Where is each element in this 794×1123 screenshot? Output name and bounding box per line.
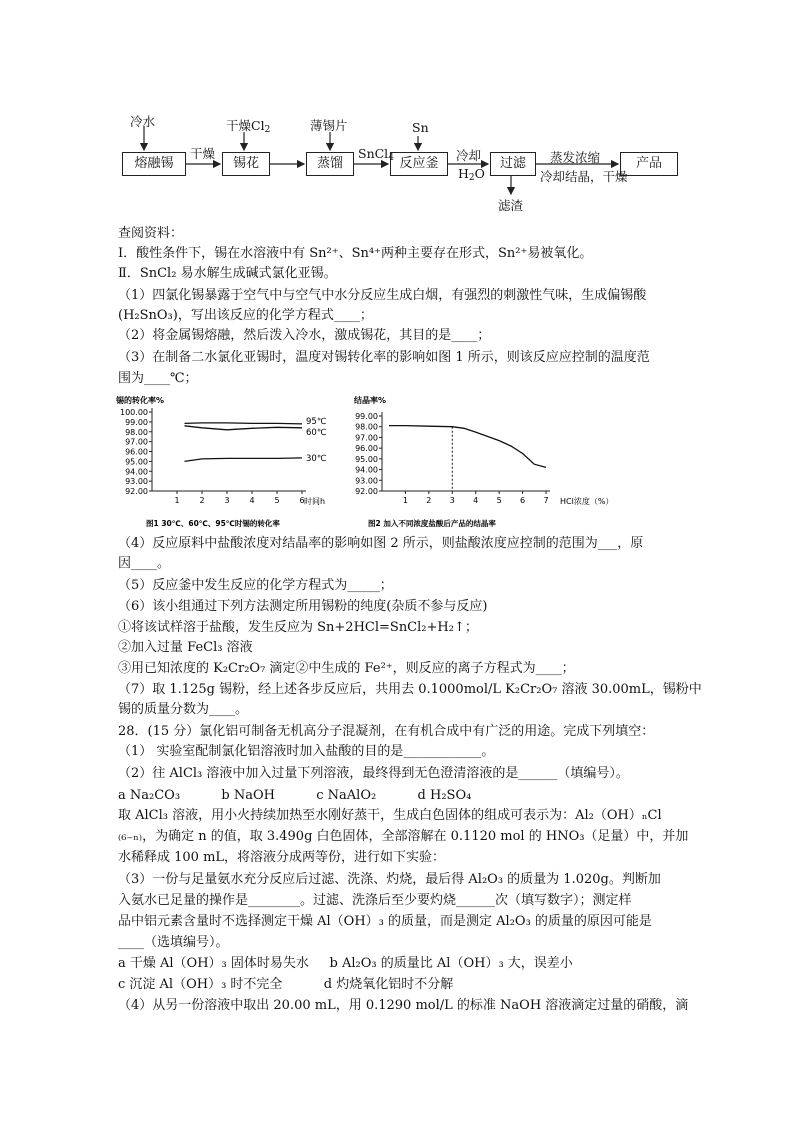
y-tick-label: 94.00 bbox=[125, 467, 148, 477]
x-tick-label: 3 bbox=[449, 496, 455, 505]
text-line: （2）将金属锡熔融，然后泼入冷水，激成锡花，其目的是____； bbox=[118, 328, 491, 343]
text-line: （4）反应原料中盐酸浓度对结晶率的影响如图 2 所示，则盐酸浓度应控制的范围为___，原 bbox=[118, 536, 644, 551]
x-tick-label: 1 bbox=[174, 496, 180, 505]
x-axis-label: HCl浓度（%） bbox=[560, 497, 614, 506]
box-product: 产品 bbox=[620, 152, 678, 176]
label-dry-cl2-sub: 2 bbox=[264, 125, 271, 135]
text-line: 围为____℃； bbox=[118, 371, 198, 386]
text-line: ₍₆₋ₙ₎，为确定 n 的值，取 3.490g 白色固体，全部溶解在 0.1120 mol 的 HNO₃（足量）中，并加 bbox=[118, 829, 689, 844]
box-tin-flower: 锡花 bbox=[222, 152, 270, 176]
y-tick-label: 97.00 bbox=[125, 437, 148, 447]
text-line: a 干燥 Al（OH）₃ 固体时易失水 b Al₂O₃ 的质量比 Al（OH）₃ 大，误差小 bbox=[118, 956, 573, 971]
series-label: 95℃ bbox=[306, 416, 327, 427]
x-tick-label: 6 bbox=[299, 496, 305, 505]
series-label: 30℃ bbox=[306, 453, 327, 464]
y-tick-label: 99.00 bbox=[355, 412, 378, 421]
x-tick-label: 6 bbox=[520, 496, 526, 505]
series-line-1 bbox=[185, 426, 303, 430]
series-line-0 bbox=[389, 426, 546, 468]
x-axis-label: 时间h bbox=[304, 497, 326, 506]
series-line-0 bbox=[185, 423, 303, 424]
label-h2o-o: O bbox=[474, 166, 485, 181]
text-line: （1）四氯化锡暴露于空气中与空气中水分反应生成白烟，有强烈的刺激性气味，生成偏锡酸 bbox=[118, 288, 647, 303]
y-tick-label: 93.00 bbox=[355, 476, 378, 486]
text-line: Ⅰ．酸性条件下，锡在水溶液中有 Sn²⁺、Sn⁴⁺两种主要存在形式，Sn²⁺易被氧化。 bbox=[118, 246, 593, 261]
y-tick-label: 94.00 bbox=[355, 465, 378, 475]
text-line: a Na₂CO₃ b NaOH c NaAlO₂ d H₂SO₄ bbox=[118, 788, 472, 803]
y-tick-label: 98.00 bbox=[355, 422, 378, 432]
x-tick-label: 5 bbox=[496, 496, 502, 505]
box-reactor: 反应釜 bbox=[390, 152, 448, 176]
label-sncl4-text: SnCl bbox=[358, 146, 389, 161]
label-crystallize: 冷却结晶，干燥 bbox=[540, 169, 628, 184]
x-tick-label: 3 bbox=[224, 496, 230, 505]
text-line: （4）从另一份溶液中取出 20.00 mL，用 0.1290 mol/L 的标准 NaOH 溶液滴定过量的硝酸，滴 bbox=[118, 998, 689, 1013]
label-cool: 冷却 bbox=[456, 148, 482, 163]
text-line: 取 AlCl₃ 溶液，用小火持续加热至水刚好蒸干，生成白色固体的组成可表示为：Al₂（OH）ₙCl bbox=[118, 808, 662, 823]
text-line: 查阅资料： bbox=[118, 226, 184, 241]
series-line-2 bbox=[185, 458, 303, 462]
label-dry-cl2 bbox=[226, 116, 270, 135]
y-tick-label: 98.00 bbox=[125, 427, 148, 437]
label-h2o bbox=[458, 166, 485, 183]
text-line: 锡的质量分数为____。 bbox=[118, 702, 249, 717]
y-tick-label: 96.00 bbox=[125, 447, 148, 457]
label-dry: 干燥 bbox=[190, 146, 216, 161]
y-tick-label: 100.00 bbox=[120, 408, 148, 417]
text-line: （3）一份与足量氨水充分反应后过滤、洗涤、灼烧，最后得 Al₂O₃ 的质量为 1.020g。判断加 bbox=[118, 872, 661, 887]
label-h2o-sub: 2 bbox=[468, 173, 475, 183]
text-line: ①将该试样溶于盐酸，发生反应为 Sn+2HCl=SnCl₂+H₂↑； bbox=[118, 620, 478, 635]
text-line: 品中铝元素含量时不选择测定干燥 Al（OH）₃ 的质量，而是测定 Al₂O₃ 的质量的原因可能是 bbox=[118, 914, 652, 929]
text-line: （3）在制备二水氯化亚锡时，温度对锡转化率的影响如图 1 所示，则该反应应控制的温度范 bbox=[118, 350, 650, 365]
chart-caption: 图2 加入不同浓度盐酸后产品的结晶率 bbox=[368, 519, 496, 528]
chart-title: 锡的转化率% bbox=[116, 396, 165, 405]
x-tick-label: 4 bbox=[473, 496, 479, 505]
y-tick-label: 99.00 bbox=[125, 417, 148, 427]
text-line: （6）该小组通过下列方法测定所用锡粉的纯度(杂质不参与反应) bbox=[118, 599, 488, 614]
label-evaporate: 蒸发浓缩 bbox=[550, 150, 601, 165]
box-distill: 蒸馏 bbox=[306, 152, 354, 176]
label-sncl4 bbox=[358, 146, 394, 163]
label-cold-water: 冷水 bbox=[130, 114, 156, 129]
label-dry-cl2-text: 干燥Cl bbox=[226, 118, 265, 133]
chart-tin-conversion bbox=[112, 394, 352, 532]
text-line: ②加入过量 FeCl₃ 溶液 bbox=[118, 640, 253, 655]
box-molten-tin: 熔融锡 bbox=[122, 152, 186, 176]
text-line: 28．(15 分）氯化铝可制备无机高分子混凝剂，在有机合成中有广泛的用途。完成下列填空： bbox=[118, 724, 655, 739]
x-tick-label: 5 bbox=[274, 496, 280, 505]
y-tick-label: 93.00 bbox=[125, 477, 148, 487]
text-line: （2）往 AlCl₃ 溶液中加入过量下列溶液，最终得到无色澄清溶液的是______（填编号）。 bbox=[118, 766, 629, 781]
text-line: c 沉淀 Al（OH）₃ 时不完全 d 灼烧氧化铝时不分解 bbox=[118, 977, 454, 992]
x-tick-label: 4 bbox=[249, 496, 255, 505]
y-tick-label: 96.00 bbox=[355, 444, 378, 454]
label-residue: 滤渣 bbox=[498, 198, 524, 213]
text-line: （7）取 1.125g 锡粉，经上述各步反应后，共用去 0.1000mol/L K₂Cr₂O₇ 溶液 30.00mL，锡粉中 bbox=[118, 682, 702, 697]
label-sn: Sn bbox=[412, 120, 429, 135]
label-thin-tin: 薄锡片 bbox=[310, 118, 348, 133]
text-line: Ⅱ．SnCl₂ 易水解生成碱式氯化亚锡。 bbox=[118, 266, 337, 281]
text-line: （1） 实验室配制氯化铝溶液时加入盐酸的目的是____________。 bbox=[118, 744, 495, 759]
x-tick-label: 2 bbox=[426, 496, 432, 505]
chart-caption: 图1 30℃、60℃、95℃时锡的转化率 bbox=[146, 519, 280, 528]
text-line: 因____。 bbox=[118, 556, 171, 571]
chart-title: 结晶率% bbox=[354, 396, 387, 405]
x-tick-label: 1 bbox=[402, 496, 408, 505]
y-tick-label: 97.00 bbox=[355, 433, 378, 443]
text-line: 入氨水已足量的操作是________。过滤、洗涤后至少要灼烧______次（填写数字）；测定样 bbox=[118, 893, 632, 908]
series-label: 60℃ bbox=[306, 427, 327, 438]
y-tick-label: 92.00 bbox=[125, 487, 148, 496]
process-flow-diagram bbox=[118, 112, 688, 212]
label-sncl4-sub: 4 bbox=[388, 153, 394, 163]
box-filter: 过滤 bbox=[490, 152, 536, 176]
text-line: ③用已知浓度的 K₂Cr₂O₇ 滴定②中生成的 Fe²⁺，则反应的离子方程式为____； bbox=[118, 661, 575, 676]
text-line: 水稀释成 100 mL，将溶液分成两等份，进行如下实验： bbox=[118, 850, 446, 865]
y-tick-label: 92.00 bbox=[355, 487, 378, 496]
y-tick-label: 95.00 bbox=[355, 454, 378, 464]
label-h2o-h: H bbox=[458, 166, 469, 181]
x-tick-label: 7 bbox=[543, 496, 549, 505]
y-tick-label: 95.00 bbox=[125, 457, 148, 467]
text-line: ____（选填编号）。 bbox=[118, 935, 229, 950]
text-line: （5）反应釜中发生反应的化学方程式为_____； bbox=[118, 578, 393, 593]
x-tick-label: 2 bbox=[199, 496, 205, 505]
chart-crystallization bbox=[348, 394, 618, 532]
text-line: (H₂SnO₃)，写出该反应的化学方程式____； bbox=[118, 308, 373, 323]
